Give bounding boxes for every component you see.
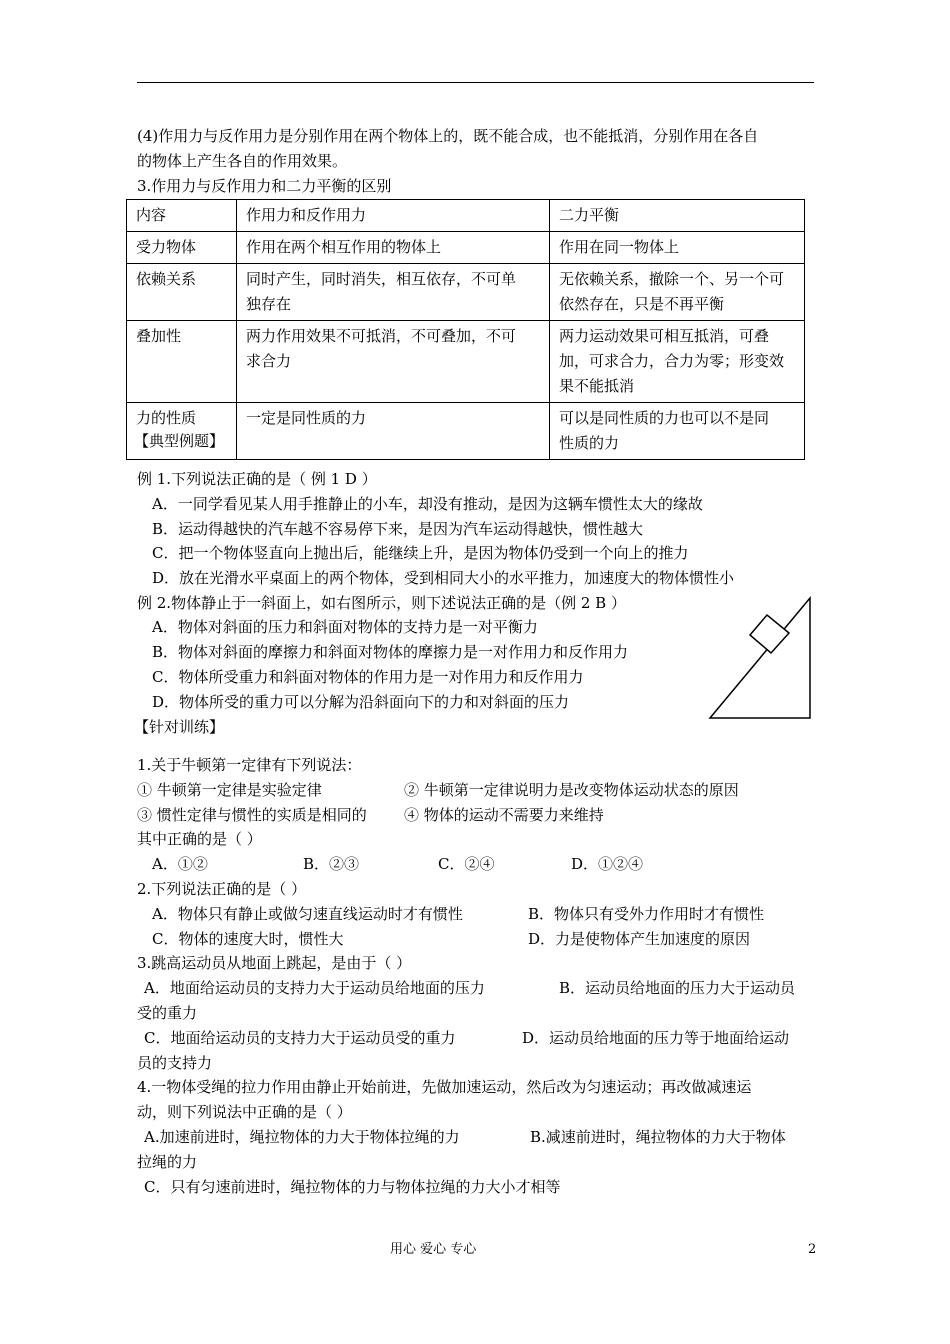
- q2-option-d: D．力是使物体产生加速度的原因: [528, 930, 751, 948]
- example-2-option-c: C．物体所受重力和斜面对物体的作用力是一对作用力和反作用力: [152, 668, 584, 686]
- table-cell: [237, 403, 550, 460]
- table-cell: [237, 264, 550, 321]
- table-header-cell: 内容: [127, 200, 237, 232]
- example-2-option-b: B．物体对斜面的摩擦力和斜面对物体的摩擦力是一对作用力和反作用力: [152, 643, 629, 661]
- cell-line: 无依赖关系，撤除一个、另一个可: [559, 270, 785, 288]
- table-cell: 受力物体: [127, 232, 237, 264]
- table-cell: [237, 321, 550, 403]
- table-cell: 力的性质: [127, 403, 237, 460]
- training-heading: 【针对训练】: [134, 718, 225, 736]
- cell-line: 求合力: [246, 352, 292, 370]
- q2-option-a: A．物体只有静止或做匀速直线运动时才有惯性: [152, 905, 463, 923]
- q1-statement-3: ③ 惯性定律与惯性的实质是相同的: [137, 806, 367, 824]
- table-row: [127, 264, 805, 321]
- example-1-option-b: B．运动得越快的汽车越不容易停下来，是因为汽车运动得越快，惯性越大: [152, 520, 644, 538]
- cell-line: 加，可求合力，合力为零；形变效: [559, 352, 785, 370]
- table-row: [127, 232, 805, 264]
- table-cell: [237, 232, 550, 264]
- q3-option-b-cont: 受的重力: [137, 1004, 198, 1022]
- example-1-option-a: A．一同学看见某人用手推静止的小车，却没有推动，是因为这辆车惯性太大的缘故: [152, 495, 703, 513]
- comparison-table: [126, 199, 805, 460]
- example-2-option-a: A．物体对斜面的压力和斜面对物体的支持力是一对平衡力: [152, 618, 538, 636]
- q3-stem: 3.跳高运动员从地面上跳起，是由于（ ）: [137, 954, 412, 972]
- q2-option-c: C．物体的速度大时，惯性大: [152, 930, 344, 948]
- block-on-incline: [750, 615, 789, 653]
- table-row: [127, 403, 805, 460]
- example-2-stem: 例 2.物体静止于一斜面上，如右图所示，则下述说法正确的是（例 2 B ）: [137, 594, 626, 612]
- example-1-option-c: C．把一个物体竖直向上抛出后，能继续上升，是因为物体仍受到一个向上的推力: [152, 544, 689, 562]
- table-header-row: [127, 200, 805, 232]
- cell-line: 作用在两个相互作用的物体上: [246, 238, 442, 256]
- q2-stem: 2.下列说法正确的是（ ）: [137, 880, 307, 898]
- q1-stem: 1.关于牛顿第一定律有下列说法：: [137, 756, 362, 774]
- cell-line: 独存在: [246, 295, 292, 313]
- q1-option-a: A．①②: [152, 855, 208, 873]
- q1-option-d: D．①②④: [571, 855, 644, 873]
- table-row: [127, 321, 805, 403]
- q1-ask: 其中正确的是（ ）: [137, 830, 262, 848]
- cell-line: 两力作用效果不可抵消，不可叠加，不可: [246, 327, 517, 345]
- q1-statement-1: ① 牛顿第一定律是实验定律: [137, 781, 322, 799]
- example-1-stem: 例 1.下列说法正确的是（ 例 1 D ）: [137, 470, 377, 488]
- q1-statement-2: ② 牛顿第一定律说明力是改变物体运动状态的原因: [404, 781, 739, 799]
- table-cell: 叠加性: [127, 321, 237, 403]
- q3-option-d: D．运动员给地面的压力等于地面给运动: [522, 1029, 790, 1047]
- q4-option-c: C．只有匀速前进时，绳拉物体的力与物体拉绳的力大小才相等: [144, 1178, 561, 1196]
- table-cell: [550, 403, 805, 460]
- example-2-option-d: D．物体所受的重力可以分解为沿斜面向下的力和对斜面的压力: [152, 693, 570, 711]
- page-number: 2: [808, 1242, 817, 1257]
- q3-option-d-cont: 员的支持力: [137, 1054, 213, 1072]
- incline-triangle: [710, 598, 810, 718]
- table-header-cell: 作用力和反作用力: [237, 200, 550, 232]
- examples-heading: 【典型例题】: [134, 432, 225, 450]
- q1-option-b: B．②③: [303, 855, 360, 873]
- cell-line: 一定是同性质的力: [246, 409, 367, 427]
- cell-line: 性质的力: [559, 434, 620, 452]
- cell-line: 依然存在，只是不再平衡: [559, 295, 725, 313]
- cell-line: 可以是同性质的力也可以不是同: [559, 409, 770, 427]
- cell-line: 两力运动效果可相互抵消，可叠: [559, 327, 770, 345]
- table-cell: [550, 232, 805, 264]
- q4-stem-1: 4.一物体受绳的拉力作用由静止开始前进，先做加速运动，然后改为匀速运动；再改做减速运: [137, 1078, 752, 1096]
- intro-line-1: (4)作用力与反作用力是分别作用在两个物体上的，既不能合成，也不能抵消，分别作用在各自: [137, 127, 759, 145]
- q3-option-c: C．地面给运动员的支持力大于运动员受的重力: [144, 1029, 456, 1047]
- cell-line: 果不能抵消: [559, 377, 635, 395]
- table-cell: [550, 264, 805, 321]
- q4-option-b: B.减速前进时，绳拉物体的力大于物体: [530, 1128, 786, 1146]
- cell-line: 作用在同一物体上: [559, 238, 680, 256]
- q2-option-b: B．物体只有受外力作用时才有惯性: [528, 905, 765, 923]
- q1-option-c: C．②④: [438, 855, 495, 873]
- q4-option-a: A.加速前进时，绳拉物体的力大于物体拉绳的力: [144, 1128, 460, 1146]
- cell-line: 同时产生，同时消失，相互依存，不可单: [246, 270, 517, 288]
- footer-motto: 用心 爱心 专心: [390, 1242, 477, 1257]
- incline-block-figure: [706, 596, 816, 722]
- table-cell: 依赖关系: [127, 264, 237, 321]
- q3-option-b: B．运动员给地面的压力大于运动员: [559, 979, 796, 997]
- q4-option-b-cont: 拉绳的力: [137, 1153, 198, 1171]
- header-rule: [137, 82, 814, 83]
- intro-line-2: 的物体上产生各自的作用效果。: [137, 152, 348, 170]
- q1-statement-4: ④ 物体的运动不需要力来维持: [404, 806, 604, 824]
- q3-option-a: A．地面给运动员的支持力大于运动员给地面的压力: [144, 979, 485, 997]
- table-header-cell: 二力平衡: [550, 200, 805, 232]
- section-3-title: 3.作用力与反作用力和二力平衡的区别: [137, 177, 392, 195]
- example-1-option-d: D．放在光滑水平桌面上的两个物体，受到相同大小的水平推力，加速度大的物体惯性小: [152, 569, 735, 587]
- q4-stem-2: 动，则下列说法中正确的是（ ）: [137, 1103, 352, 1121]
- table-cell: [550, 321, 805, 403]
